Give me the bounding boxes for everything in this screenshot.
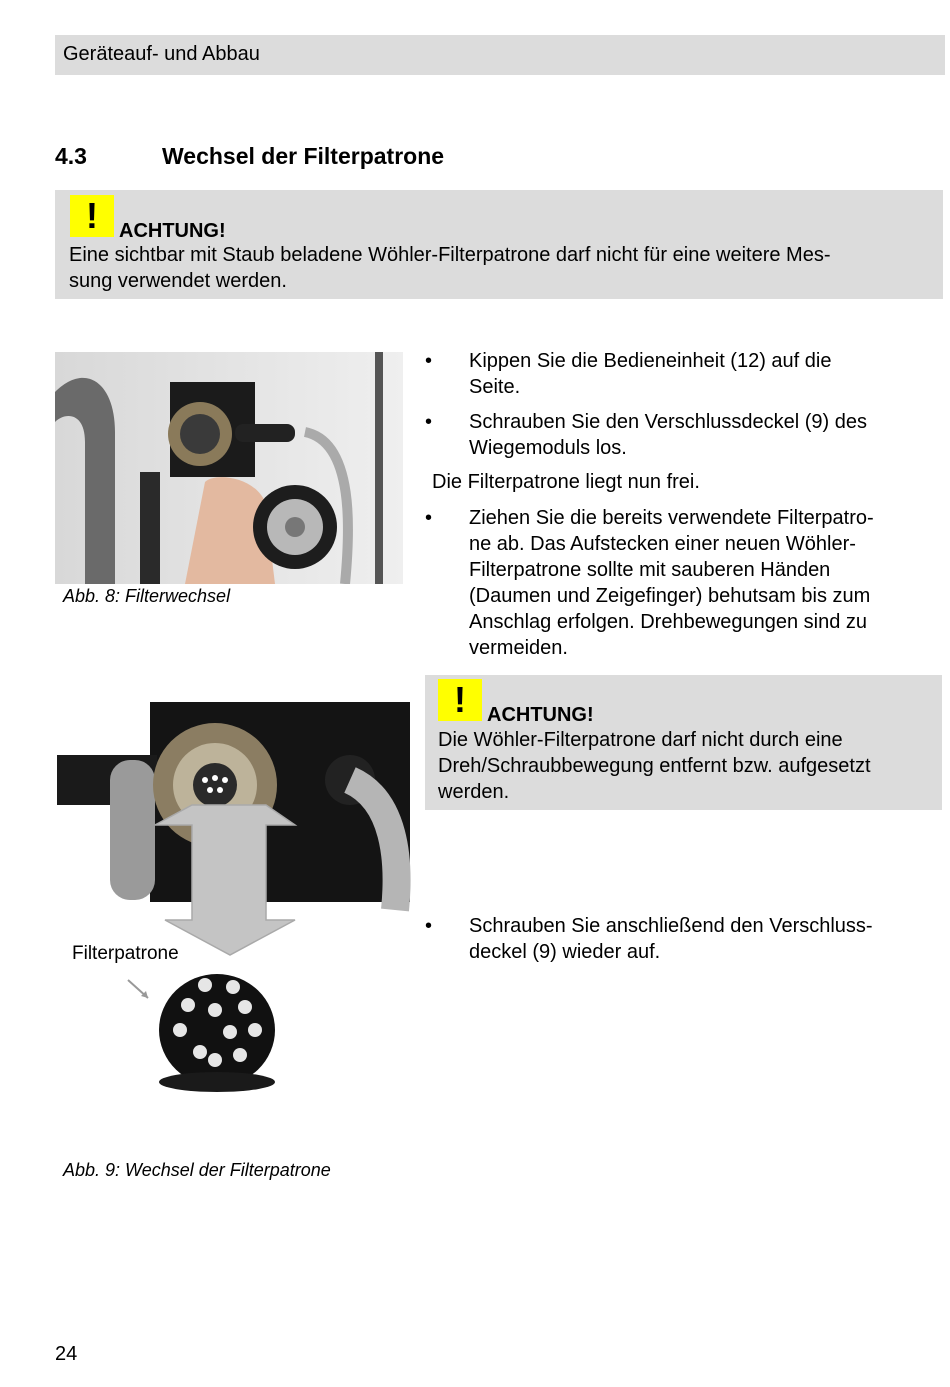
filter-change-photo [55,352,403,584]
warning-text-line: sung verwendet werden. [69,270,287,292]
step-text-line: Ziehen Sie die bereits verwendete Filterpatro- [469,507,874,529]
warning-box-1 [55,190,943,299]
filter-cartridge-photo [55,700,425,1140]
step-text-line: Kippen Sie die Bedieneinheit (12) auf die [469,350,832,372]
figure-8-caption: Abb. 8: Filterwechsel [63,586,231,606]
figure-9-caption: Abb. 9: Wechsel der Filterpatrone [63,1160,331,1180]
warning-text-line: werden. [438,781,510,803]
step-text-line: ne ab. Das Aufstecken einer neuen Wöhler- [469,533,856,555]
header-bar [55,35,945,75]
step-text-line: Anschlag erfolgen. Drehbewegungen sind zu [469,611,868,633]
section-title: Wechsel der Filterpatrone [162,143,445,169]
bullet-glyph: • [425,350,433,372]
exclamation-icon: ! [438,679,482,721]
note-text: Die Filterpatrone liegt nun frei. [432,471,700,493]
warning-label: ACHTUNG! [487,704,594,726]
step-text-line: Schrauben Sie anschließend den Verschluss- [469,915,873,937]
page-number: 24 [55,1343,78,1365]
bullet-glyph: • [425,507,433,529]
warning-label: ACHTUNG! [119,220,226,242]
bullet-glyph: • [425,915,433,937]
step-text-line: vermeiden. [469,637,568,659]
warning-box-2 [425,675,942,810]
exclamation-icon: ! [70,195,114,237]
warning-text-line: Dreh/Schraubbewegung entfernt bzw. aufgesetzt [438,755,871,777]
step-text-line: Wiegemoduls los. [469,437,627,459]
step-text-line: deckel (9) wieder auf. [469,941,661,963]
step-text-line: Schrauben Sie den Verschlussdeckel (9) des [469,411,868,433]
step-text-line: Seite. [469,376,521,398]
step-text-line: (Daumen und Zeigefinger) behutsam bis zum [469,585,871,607]
header-title: Geräteauf- und Abbau [63,43,260,65]
step-text-line: Filterpatrone sollte mit sauberen Händen [469,559,831,581]
warning-text-line: Die Wöhler-Filterpatrone darf nicht durch eine [438,729,843,751]
warning-text-line: Eine sichtbar mit Staub beladene Wöhler-Filterpatrone darf nicht für eine weitere Mes- [69,244,831,266]
bullet-glyph: • [425,411,433,433]
filter-cartridge-label: Filterpatrone [72,943,179,964]
section-number: 4.3 [55,143,87,169]
